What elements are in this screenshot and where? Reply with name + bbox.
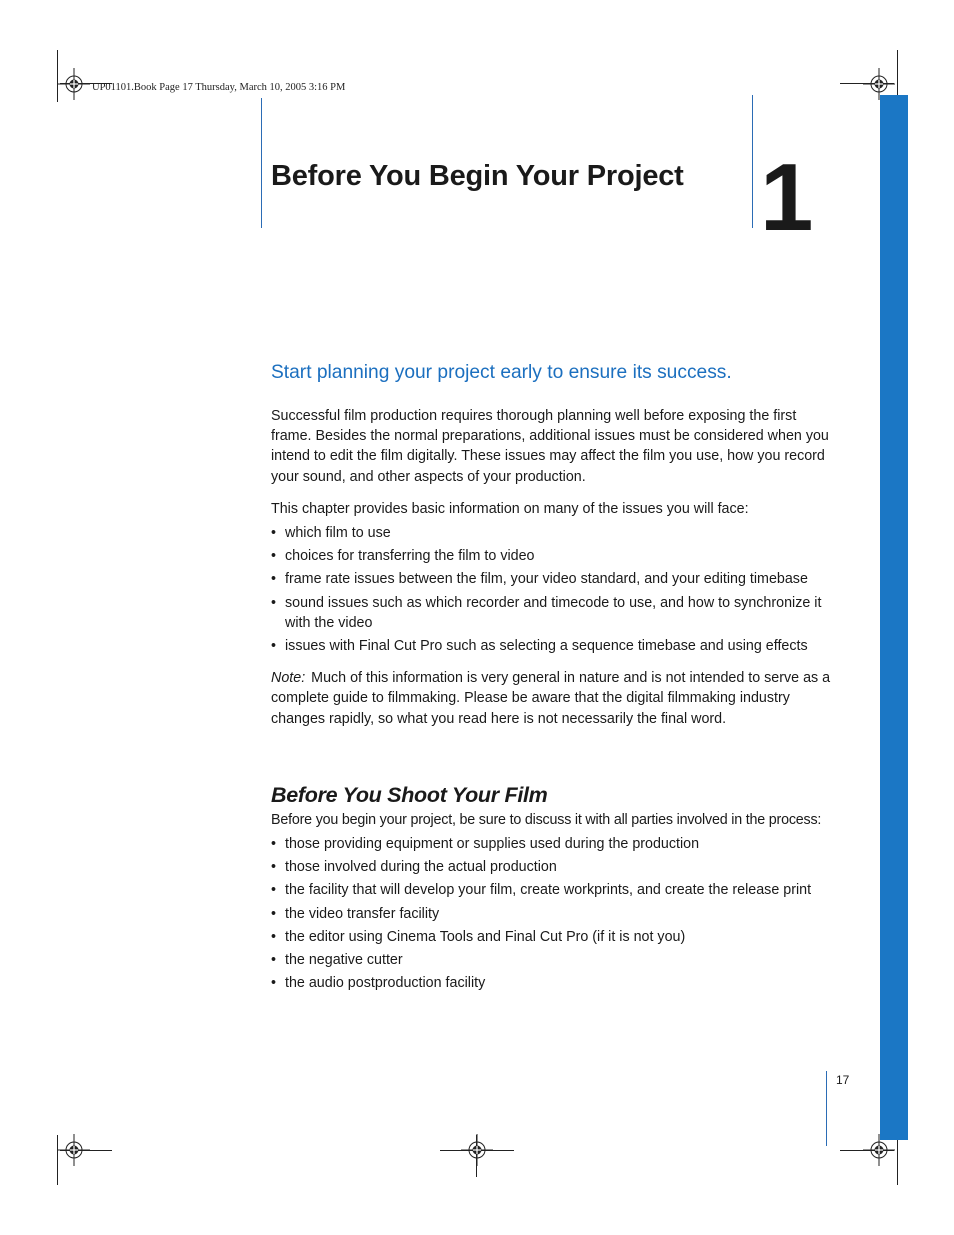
note-label: Note: bbox=[271, 670, 306, 687]
list-intro: This chapter provides basic information on many of the issues you will face: bbox=[271, 500, 749, 517]
list-item-text: the negative cutter bbox=[285, 952, 403, 969]
page-number: 17 bbox=[836, 1073, 850, 1087]
list-item-text: sound issues such as which recorder and timecode to use, and how to synchronize it with the video bbox=[285, 594, 822, 631]
list-item-text: the facility that will develop your film, create workprints, and create the release print bbox=[285, 882, 812, 899]
list-item bbox=[271, 834, 831, 854]
list-item bbox=[271, 523, 831, 543]
main-content bbox=[271, 360, 831, 1005]
bullet-glyph: • bbox=[271, 859, 277, 876]
bullet-glyph: • bbox=[271, 548, 277, 565]
list-item-text: those providing equipment or supplies used during the production bbox=[285, 836, 700, 853]
parties-list bbox=[271, 834, 831, 993]
chapter-title: Before You Begin Your Project bbox=[271, 160, 684, 192]
list-item-text: choices for transferring the film to video bbox=[285, 548, 535, 565]
list-item bbox=[271, 593, 831, 633]
bullet-glyph: • bbox=[271, 525, 277, 542]
chapter-number-rule bbox=[752, 95, 753, 228]
list-item-text: the audio postproduction facility bbox=[285, 975, 486, 992]
page-number-rule bbox=[826, 1071, 827, 1146]
intro-paragraph: Successful film production requires thorough planning well before exposing the first frame. Besides the normal preparations, additional issues must be considered when you intend to edit the film digitally. These issues may affect the film you use, how you record your sound, and other aspects of your production. bbox=[271, 408, 829, 485]
list-item bbox=[271, 904, 831, 924]
intro-heading: Start planning your project early to ensure its success. bbox=[271, 362, 732, 383]
list-item bbox=[271, 950, 831, 970]
list-item bbox=[271, 973, 831, 993]
list-item-text: frame rate issues between the film, your video standard, and your editing timebase bbox=[285, 571, 808, 588]
list-item-text: which film to use bbox=[285, 525, 391, 542]
list-item-text: the editor using Cinema Tools and Final Cut Pro (if it is not you) bbox=[285, 928, 686, 945]
print-header: UP01101.Book Page 17 Thursday, March 10, 2005 3:16 PM bbox=[92, 82, 346, 93]
note-text: Much of this information is very general in nature and is not intended to serve as a complete guide to filmmaking. Please be aware that the digital filmmaking industry changes rapidly, so what you read here is not necessarily the final word. bbox=[271, 670, 831, 727]
bullet-glyph: • bbox=[271, 571, 277, 588]
bullet-glyph: • bbox=[271, 928, 277, 945]
list-item bbox=[271, 857, 831, 877]
section-paragraph: Before you begin your project, be sure to discuss it with all parties involved in the process: bbox=[271, 811, 822, 828]
bullet-glyph: • bbox=[271, 638, 277, 655]
chapter-title-rule bbox=[261, 98, 262, 228]
chapter-number: 1 bbox=[760, 144, 814, 251]
issues-list bbox=[271, 523, 831, 656]
bullet-glyph: • bbox=[271, 836, 277, 853]
bullet-glyph: • bbox=[271, 952, 277, 969]
list-item bbox=[271, 636, 831, 656]
bullet-glyph: • bbox=[271, 882, 277, 899]
bullet-glyph: • bbox=[271, 975, 277, 992]
registration-mark-icon bbox=[54, 1130, 94, 1170]
list-item bbox=[271, 546, 831, 566]
section-heading: Before You Shoot Your Film bbox=[271, 782, 548, 807]
note-paragraph bbox=[271, 668, 831, 729]
bullet-glyph: • bbox=[271, 594, 277, 611]
bullet-glyph: • bbox=[271, 905, 277, 922]
list-item-text: those involved during the actual production bbox=[285, 859, 557, 876]
list-item-text: the video transfer facility bbox=[285, 905, 440, 922]
list-item bbox=[271, 880, 831, 900]
chapter-side-tab bbox=[880, 95, 908, 1140]
registration-mark-icon bbox=[457, 1130, 497, 1170]
list-item bbox=[271, 927, 831, 947]
list-item-text: issues with Final Cut Pro such as selecting a sequence timebase and using effects bbox=[285, 638, 808, 655]
registration-mark-icon bbox=[54, 64, 94, 104]
list-item bbox=[271, 569, 831, 589]
